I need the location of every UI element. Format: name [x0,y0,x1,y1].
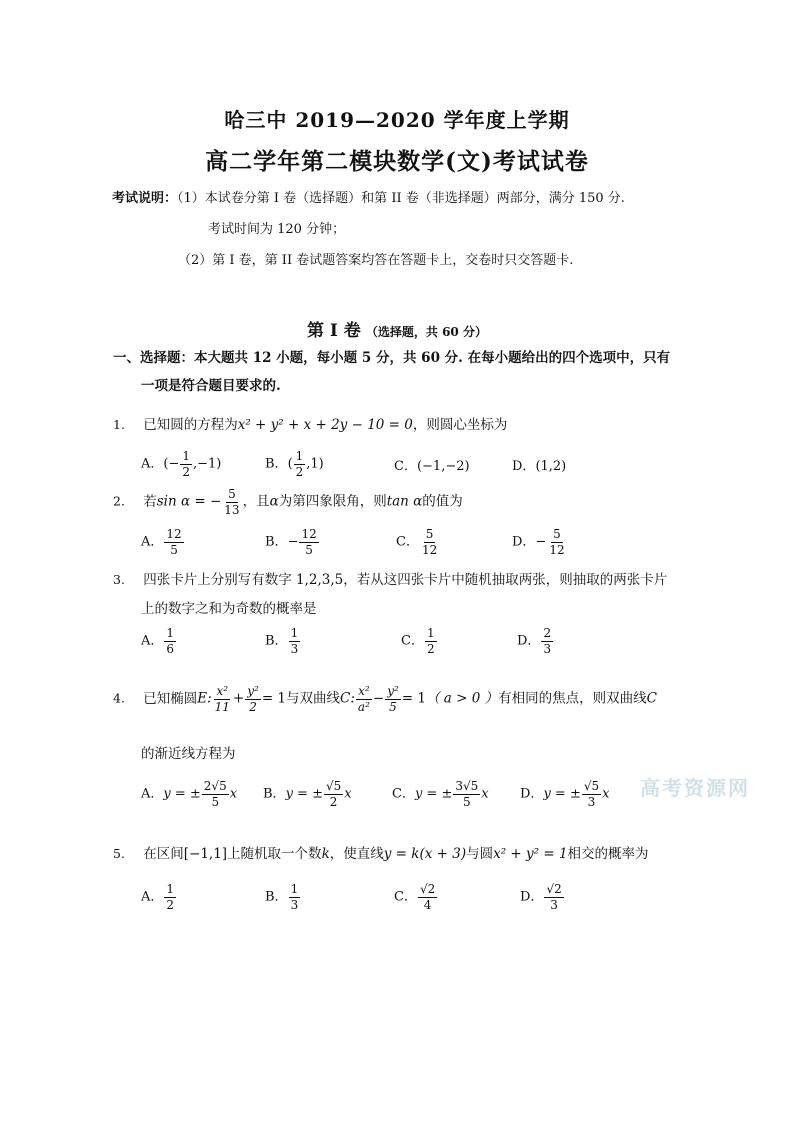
denominator: 3 [587,794,596,809]
denominator: 13 [224,502,240,517]
denominator: 3 [290,641,299,656]
question-text: 上随机取一个数 [227,846,322,862]
question-3 [113,568,667,588]
question-4 [113,685,657,713]
alpha-symbol: α [269,493,279,510]
q2-option-b[interactable] [265,528,320,556]
variable-x: x [481,786,489,802]
question-number: 3. [113,572,125,587]
denominator: 12 [549,542,565,557]
exam-header-line1: 哈三中 2019—2020 学年度上学期 [224,108,570,132]
fraction [222,488,241,516]
watermark: 高考资源网 [640,776,750,800]
numerator: 5 [553,527,561,541]
numerator: 12 [166,527,182,541]
section-title-sub: （选择题，共 60 分） [365,325,487,339]
variable-x: x [229,786,238,802]
q3-option-d[interactable] [517,627,554,655]
question-text: 的值为 [422,493,463,510]
option-label: D． [520,889,544,905]
denominator: 5 [305,542,313,557]
minus-sign: − [372,690,385,707]
q4-option-b[interactable] [263,780,352,808]
numerator: 2√5 [203,779,227,793]
denominator: 5 [463,794,471,809]
numerator: 3√5 [455,779,479,793]
q1-option-d[interactable] [512,455,566,474]
question-text: ，使直线 [329,846,384,862]
denominator: 5 [170,542,178,557]
denominator: 3 [550,897,558,912]
numerator: √2 [546,882,562,896]
numerator: 1 [426,626,435,640]
exam-notes-line2: 考试时间为 120 分钟； [208,222,346,237]
fraction [453,780,480,808]
circle-equation: x² + y² = 1 [493,846,568,862]
denominator: 2 [249,699,257,714]
question-1 [113,413,507,433]
option-label: D． [512,534,536,550]
interval: [−1,1] [183,846,228,862]
question-5 [113,842,649,862]
sine-expression: sin α = − [156,493,222,510]
option-label: C． [394,889,417,905]
fraction [582,780,601,808]
question-text: 四张卡片上分别写有数字 1,2,3,5，若从这四张卡片中随机抽取两张，则抽取的两张卡片 [143,572,668,588]
notes-item1: （1）本试卷分第 I 卷（选择题）和第 II 卷（非选择题）两部分，满分 150 分. [177,191,625,206]
question-text: 若 [143,493,157,510]
denominator: 2 [426,641,435,656]
option-value: (1,2) [535,459,567,474]
option-label: C． [396,534,419,550]
circle-equation: x² + y² + x + 2y − 10 = 0 [237,417,413,433]
tangent-expression: tan α [386,493,423,510]
numerator: 1 [166,626,175,640]
option-label: A． [141,889,164,905]
numerator: 12 [301,527,317,541]
numerator: x² [216,684,229,698]
option-value: (−1,−2) [416,459,470,474]
q2-option-d[interactable] [512,528,568,556]
option-label: B． [265,889,288,905]
question-text: 相交的概率为 [567,846,649,862]
numerator: 5 [228,487,236,501]
question-text: 为第四象限角，则 [278,493,387,510]
section-desc-line2: 一项是符合题目要求的. [141,378,281,394]
q1-option-a[interactable] [141,450,221,478]
q2-option-a[interactable] [141,528,185,556]
question-2 [113,488,463,516]
option-label: D． [512,459,536,474]
fraction [324,780,343,808]
fraction [418,883,437,911]
option-label: A． [141,534,164,550]
question-4-line2: 的渐近线方程为 [141,746,236,762]
fraction [245,685,261,713]
q3-option-b[interactable] [265,627,301,655]
fraction [541,627,553,655]
option-value: (− [163,456,180,472]
variable-x: x [344,786,352,802]
q1-option-b[interactable] [265,450,324,478]
denominator: 2 [166,897,175,912]
fraction [420,528,439,556]
denominator: 5 [389,699,397,714]
variable-x: x [602,786,610,802]
fraction [547,528,566,556]
denominator: 11 [214,699,230,714]
question-number: 2. [113,493,125,509]
numerator: 2 [543,626,552,640]
line-equation: y = k(x + 3) [383,846,467,862]
option-value: y = ± [543,786,581,802]
option-label: A． [141,786,164,802]
fraction [164,627,176,655]
denominator: 5 [211,794,220,809]
numerator: 1 [295,449,304,463]
option-label: C． [392,786,415,802]
question-number: 4. [113,690,125,706]
option-label: D． [520,786,544,802]
fraction [299,528,318,556]
q4-option-a[interactable] [141,780,237,808]
question-text: ，且 [242,493,270,510]
fraction [289,627,301,655]
numerator: x² [358,684,370,698]
minus-sign: − [287,534,299,550]
question-text: ，则圆心坐标为 [412,417,508,433]
equals-one: = 1 [261,690,287,707]
variable-k: k [321,846,330,862]
fraction [356,685,372,713]
fraction [289,883,301,911]
exam-title: 高二学年第二模块数学(文)考试试卷 [205,148,589,175]
option-label: C． [394,459,417,474]
q5-option-a[interactable] [141,883,177,911]
exam-notes-line1 [112,187,625,206]
q3-option-c[interactable] [401,627,438,655]
equals-one: = 1 [401,690,426,707]
fraction [544,883,563,911]
fraction [385,685,401,713]
q5-option-d[interactable] [520,883,565,911]
option-label: B． [265,456,288,472]
fraction [180,450,192,478]
question-text: 已知椭圆 [143,690,198,707]
question-text: 有相同的焦点，则双曲线 [498,690,647,707]
denominator: 2 [182,464,190,479]
fraction [164,528,183,556]
option-value: y = ± [285,786,323,802]
question-3-line2: 上的数字之和为奇数的概率是 [141,601,317,617]
q5-option-b[interactable] [265,883,301,911]
section-desc-line1: 一、选择题：本大题共 12 小题，每小题 5 分，共 60 分. 在每小题给出的四个选项中，只有 [113,350,671,366]
numerator: √5 [325,779,342,793]
exam-notes-item2: （2）第 I 卷，第 II 卷试题答案均答在答题卡上，交卷时只交答题卡. [178,253,574,268]
ellipse-label: E: [197,690,212,707]
question-text: 已知圆的方程为 [143,417,238,433]
numerator: 1 [182,449,190,463]
question-number: 5. [113,846,125,861]
denominator: 2 [295,464,304,479]
option-label: B． [263,786,286,802]
section-title-main: 第 I 卷 [307,321,361,341]
option-value: ,−1) [193,456,222,472]
fraction [202,780,229,808]
q5-option-c[interactable] [394,883,438,911]
plus-sign: + [232,690,245,707]
condition: （ a > 0 ） [426,690,499,707]
question-text: 在区间 [143,846,184,862]
fraction [294,450,306,478]
denominator: 2 [329,794,338,809]
denominator: 3 [543,641,552,656]
denominator: 4 [423,897,432,912]
section-title [0,316,794,341]
hyperbola-label: C: [340,690,355,707]
numerator: y² [387,684,399,698]
denominator: 3 [290,897,299,912]
fraction [164,883,176,911]
option-label: B． [265,534,288,550]
denominator: 6 [166,641,175,656]
option-label: A． [141,633,164,649]
fraction [213,685,232,713]
minus-sign: − [535,534,547,550]
question-number: 1. [113,417,125,432]
numerator: y² [247,684,259,698]
option-label: D． [517,633,541,649]
option-value: y = ± [163,786,201,802]
question-text: 与双曲线 [286,690,341,707]
hyperbola-label: C [646,690,657,707]
numerator: 1 [290,882,299,896]
numerator: 1 [166,882,175,896]
numerator: 1 [290,626,299,640]
q1-option-c[interactable] [394,455,470,474]
fraction [425,627,437,655]
q4-option-c[interactable] [392,780,489,808]
q3-option-a[interactable] [141,627,177,655]
option-value: y = ± [414,786,453,802]
option-label: A． [141,456,164,472]
question-text: 与圆 [466,846,494,862]
option-label: B． [265,633,288,649]
notes-label: 考试说明： [112,191,178,206]
numerator: √2 [419,882,436,896]
numerator: √5 [583,779,600,793]
numerator: 5 [425,527,434,541]
option-value: ,1) [306,456,324,472]
denominator: 12 [421,542,438,557]
option-label: C． [401,633,424,649]
q4-option-d[interactable] [520,780,609,808]
denominator: a² [357,699,370,714]
option-value: ( [287,456,293,472]
q2-option-c[interactable] [396,528,440,556]
